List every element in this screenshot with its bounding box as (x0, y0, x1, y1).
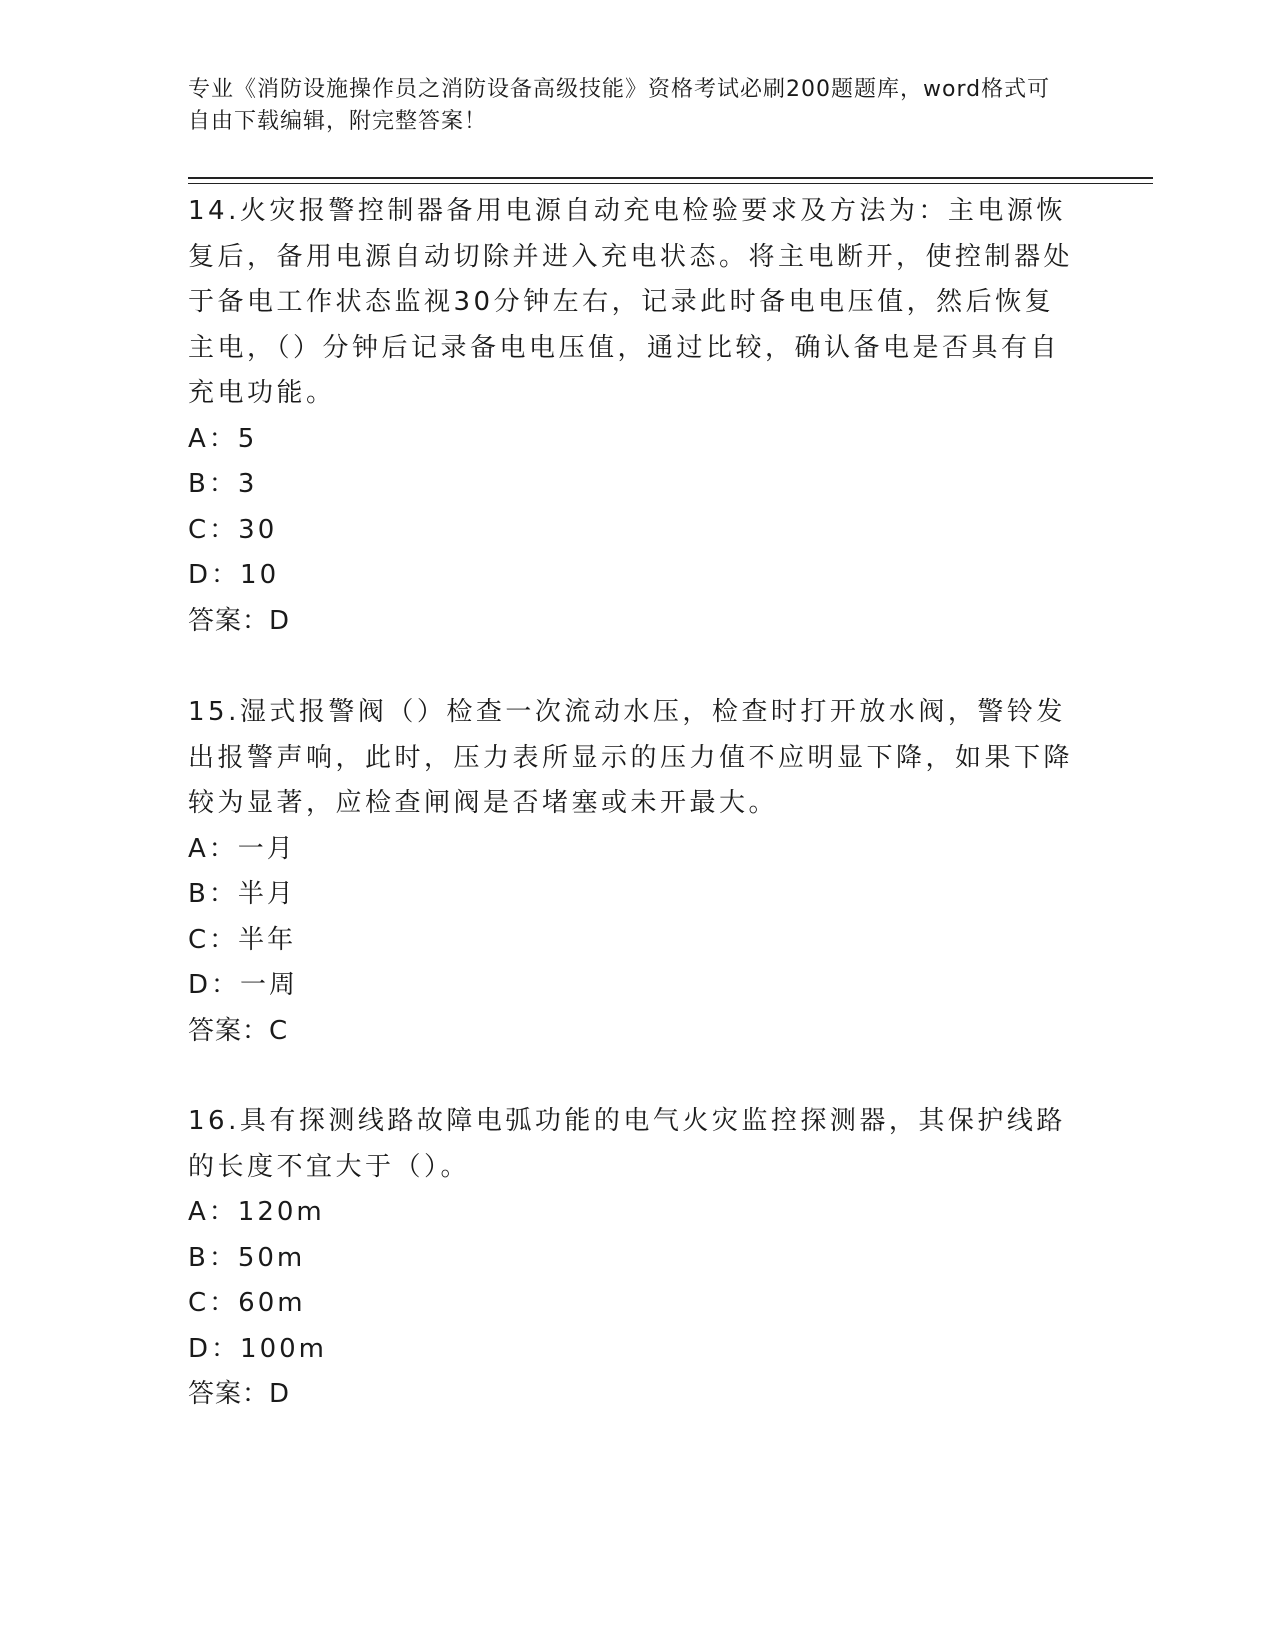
question-16 (188, 1099, 1078, 1418)
option-a: A：120m (188, 1197, 325, 1227)
answer: 答案：C (188, 1015, 289, 1046)
option-c: C：30 (188, 514, 278, 545)
question-text: 16.具有探测线路故障电弧功能的电气火灾监控探测器，其保护线路的长度不宜大于（）。 (188, 1106, 1066, 1182)
answer: 答案：D (188, 605, 291, 636)
header-divider-thick (188, 177, 1153, 179)
question-text: 14.火灾报警控制器备用电源自动充电检验要求及方法为：主电源恢复后，备用电源自动切除并进入充电状态。将主电断开，使控制器处于备电工作状态监视30分钟左右，记录此时备电电压值，然后恢复主电，（）分钟后记录备电电压值，通过比较，确认备电是否具有自充电功能。 (188, 196, 1074, 408)
question-text: 15.湿式报警阀（）检查一次流动水压，检查时打开放水阀，警铃发出报警声响，此时，压力表所显示的压力值不应明显下降，如果下降较为显著，应检查闸阀是否堵塞或未开最大。 (188, 697, 1074, 818)
option-d: D：一周 (188, 970, 299, 1000)
option-b: B：半月 (188, 879, 296, 909)
option-a: A：5 (188, 423, 258, 454)
option-c: C：60m (188, 1288, 306, 1318)
question-15 (188, 690, 1078, 1054)
option-b: B：50m (188, 1242, 306, 1273)
option-a: A：一月 (188, 833, 296, 864)
question-14 (188, 189, 1078, 644)
document-header: 专业《消防设施操作员之消防设备高级技能》资格考试必刷200题题库，word格式可自由下载编辑，附完整答案！ (188, 77, 1051, 134)
answer: 答案：D (188, 1379, 291, 1409)
option-c: C：半年 (188, 924, 297, 955)
option-d: D：10 (188, 560, 280, 590)
option-d: D：100m (188, 1333, 327, 1364)
header-divider-thin (188, 183, 1153, 184)
option-b: B：3 (188, 469, 258, 499)
